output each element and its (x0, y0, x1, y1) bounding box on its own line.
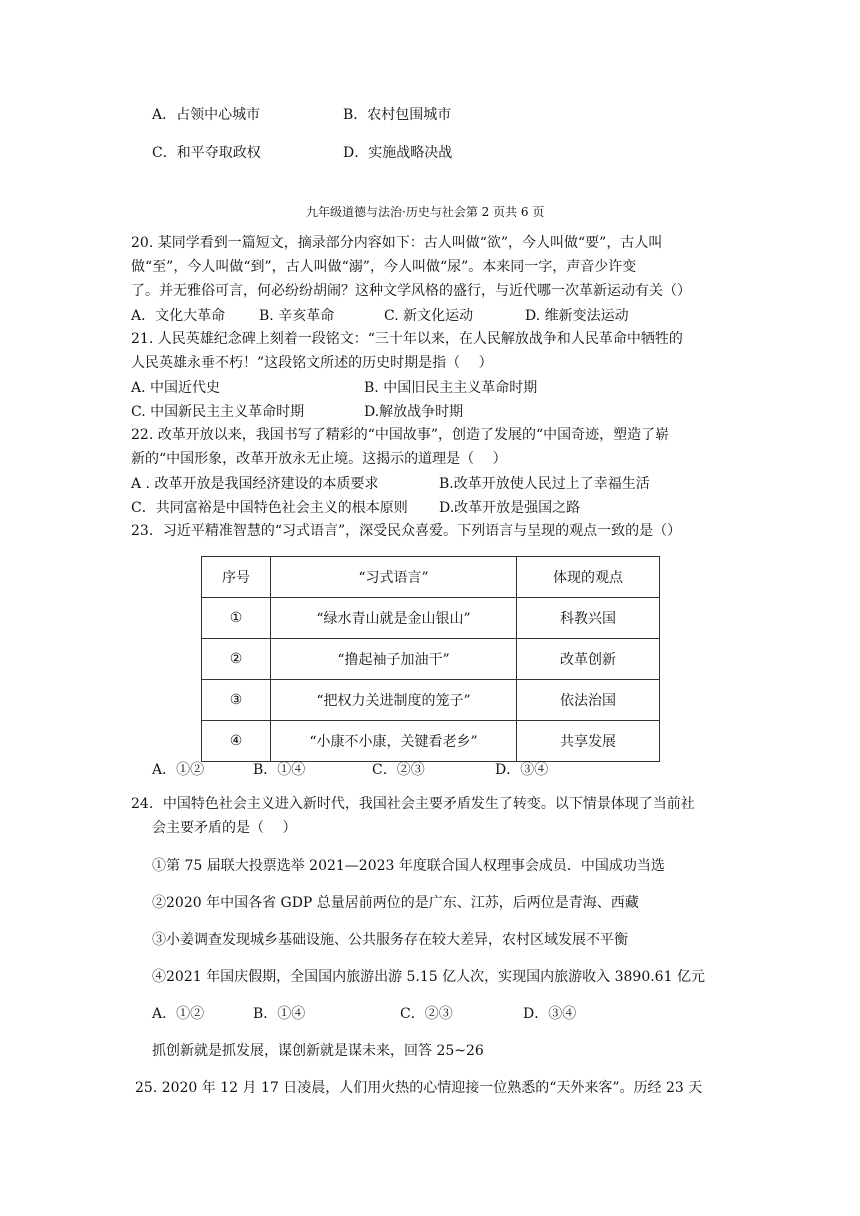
table-cell: 共享发展 (517, 721, 660, 762)
table-cell: 科教兴国 (517, 598, 660, 639)
q24-option-b: B．①④ (253, 1006, 306, 1022)
q20-option-b: B. 辛亥革命 (259, 308, 335, 324)
q21-option-d: D.解放战争时期 (364, 404, 464, 420)
table-cell: ② (202, 639, 271, 680)
q23-option-c: C．②③ (372, 762, 425, 778)
table-cell: “撸起袖子加油干” (271, 639, 517, 680)
page-footer: 九年级道德与法治·历史与社会第 2 页共 6 页 (306, 205, 545, 219)
table-cell: “把权力关进制度的笼子” (271, 680, 517, 721)
q23-option-a: A．①② (152, 762, 205, 778)
q22-line-1: 22. 改革开放以来，我国书写了精彩的“中国故事”，创造了发展的“中国奇迹，塑造了崭 (131, 427, 670, 443)
table-row (202, 639, 660, 680)
table-cell: 改革创新 (517, 639, 660, 680)
q22-option-b: B.改革开放使人民过上了幸福生活 (439, 476, 650, 492)
q24-line-1: 24．中国特色社会主义进入新时代，我国社会主要矛盾发生了转变。以下情景体现了当前社 (131, 796, 695, 812)
q24-item-1: ①第 75 届联大投票选举 2021—2023 年度联合国人权理事会成员．中国成功当选 (152, 858, 665, 874)
q20-line-3: 了。并无雅俗可言，何必纷纷胡闹？这种文学风格的盛行，与近代哪一次革新运动有关（） (131, 283, 691, 299)
table-cell: ④ (202, 721, 271, 762)
q20-option-a: A．文化大革命 (131, 308, 226, 324)
q21-option-c: C. 中国新民主主义革命时期 (131, 404, 305, 420)
table-header-row (202, 557, 660, 598)
q23-option-d: D．③④ (495, 762, 549, 778)
q20-line-1: 20. 某同学看到一篇短文，摘录部分内容如下：古人叫做“欲”，今人叫做“要”，古人叫 (131, 235, 663, 251)
q23-option-b: B．①④ (253, 762, 306, 778)
table-cell: “绿水青山就是金山银山” (271, 598, 517, 639)
q20-option-d: D. 维新变法运动 (525, 308, 629, 324)
q20-option-c: C. 新文化运动 (384, 308, 474, 324)
q23-stem: 23．习近平精准智慧的“习式语言”，深受民众喜爱。下列语言与呈现的观点一致的是（） (131, 523, 682, 539)
q22-option-c: C．共同富裕是中国特色社会主义的根本原则 (131, 500, 408, 516)
q24-item-2: ②2020 年中国各省 GDP 总量居前两位的是广东、江苏，后两位是青海、西藏 (152, 895, 639, 911)
table-header-cell: 体现的观点 (517, 557, 660, 598)
q21-option-a: A. 中国近代史 (131, 380, 221, 396)
q21-line-2: 人民英雄永垂不朽！”这段铭文所述的历史时期是指（ ） (131, 355, 493, 371)
table-cell: ③ (202, 680, 271, 721)
q24-item-3: ③小姜调查发现城乡基础设施、公共服务存在较大差异，农村区域发展不平衡 (152, 932, 628, 948)
q19-option-a: A．占领中心城市 (152, 107, 261, 123)
q19-option-c: C．和平夺取政权 (152, 145, 261, 161)
q19-option-d: D．实施战略决战 (343, 145, 453, 161)
table-row (202, 721, 660, 762)
table-cell: ① (202, 598, 271, 639)
q22-option-d: D.改革开放是强国之路 (439, 500, 581, 516)
q25-line-1: 25. 2020 年 12 月 17 日凌晨，人们用火热的心情迎接一位熟悉的“天外来客”。历经 23 天 (135, 1080, 703, 1096)
q19-option-b: B．农村包围城市 (343, 107, 452, 123)
table-header-cell: “习式语言” (271, 557, 517, 598)
table-row (202, 680, 660, 721)
q22-option-a: A . 改革开放是我国经济建设的本质要求 (131, 476, 379, 492)
q24-option-d: D．③④ (523, 1006, 577, 1022)
q23-table (201, 556, 660, 762)
q21-option-b: B. 中国旧民主主义革命时期 (364, 380, 538, 396)
table-header-cell: 序号 (202, 557, 271, 598)
q24-option-c: C．②③ (400, 1006, 453, 1022)
table-cell: 依法治国 (517, 680, 660, 721)
q24-option-a: A．①② (152, 1006, 205, 1022)
q21-line-1: 21. 人民英雄纪念碑上刻着一段铭文：“三十年以来，在人民解放战争和人民革命中牺牲的 (131, 331, 683, 347)
q24-item-4: ④2021 年国庆假期，全国国内旅游出游 5.15 亿人次，实现国内旅游收入 3890.61 亿元 (152, 969, 705, 985)
section-intro: 抓创新就是抓发展，谋创新就是谋未来，回答 25~26 (152, 1043, 484, 1059)
q24-line-2: 会主要矛盾的是（ ） (152, 820, 297, 836)
q20-line-2: 做“至”，今人叫做“到”，古人叫做“溺”，今人叫做“尿”。本来同一字，声音少许变 (131, 259, 637, 275)
q22-line-2: 新的“中国形象，改革开放永无止境。这揭示的道理是（ ） (131, 451, 507, 467)
table-cell: “小康不小康，关键看老乡” (271, 721, 517, 762)
table-row (202, 598, 660, 639)
